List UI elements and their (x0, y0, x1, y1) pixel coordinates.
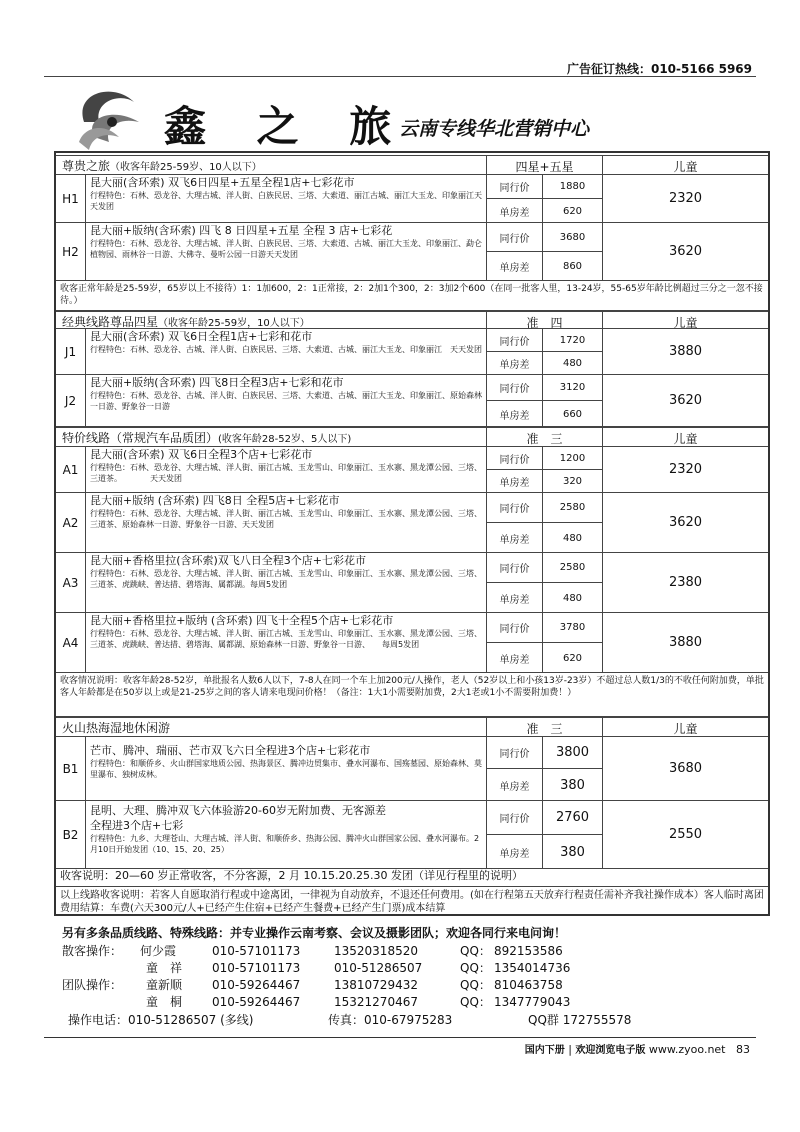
route-title: 昆大丽(含环索) 双飞6日全程1店+七彩和花市 (90, 330, 313, 343)
route-desc (90, 801, 484, 868)
qq-label: QQ： (460, 961, 491, 975)
route-row (56, 493, 768, 553)
peer-label: 同行价 (486, 447, 542, 470)
route-feature: 行程特色：石林、恐龙谷、大理古城、洋人街、白族民居、三塔、大索道、古城、丽江大玉龙、印象丽江、勐仑植物园、雨林谷一日游、大佛寺、曼听公园一日游天天发团 (90, 239, 482, 259)
price-class-header: 准 四 (486, 312, 602, 328)
contact-qq: 810463758 (494, 978, 563, 992)
route-feature: 行程特色：石林、恐龙谷、古城、洋人街、白族民居、三塔、大索道、古城、丽江大玉龙、印象丽江、原始森林一日游、野象谷一日游 (90, 391, 482, 411)
qq-group: QQ群 172755578 (528, 1013, 632, 1027)
peer-price: 3800 (542, 737, 602, 769)
peer-price: 2760 (542, 801, 602, 835)
qq-label: QQ： (460, 944, 491, 958)
route-desc (90, 175, 484, 222)
peer-price: 2580 (542, 553, 602, 583)
contact-name: 何少霞 (140, 944, 177, 958)
volcano-note: 收客说明：20—60 岁正常收客，不分客源，2 月 10.15.20.25.30 发团（详见行程里的说明） (60, 869, 523, 882)
route-desc (90, 493, 484, 552)
peer-price: 1880 (542, 175, 602, 199)
route-desc (90, 553, 484, 612)
single-price: 480 (542, 523, 602, 553)
route-code: H2 (56, 223, 86, 280)
child-price: 3620 (602, 223, 768, 280)
qq-label: QQ： (460, 978, 491, 992)
child-price: 3880 (602, 613, 768, 672)
route-title: 昆大丽+香格里拉(含环索)双飞八日全程3个店+七彩花市 (90, 554, 367, 567)
route-desc (90, 613, 484, 672)
single-label: 单房差 (486, 835, 542, 869)
child-price: 3620 (602, 375, 768, 426)
child-header: 儿童 (602, 312, 768, 328)
age-note: 收客正常年龄是25-59岁，65岁以上不接待）1：1加600，2：1正常接，2：2加1个300，2：3加2个600（在同一批客人里，13-24岁，55-65岁年龄比例超过三分之一忽不接待。） (60, 284, 763, 306)
footer-site[interactable]: www.zyoo.net (648, 1043, 726, 1056)
route-title: 昆大丽+香格里拉+版纳 (含环索) 四飞十全程5个店+七彩花市 (90, 614, 394, 627)
contact-name: 童 桐 (146, 995, 183, 1009)
footer-divider (44, 1037, 756, 1038)
route-title: 昆大丽(含环索) 双飞6日四星+五星全程1店+七彩花市 (90, 176, 355, 189)
route-title: 昆大丽(含环索) 双飞6日全程3个店+七彩花市 (90, 448, 313, 461)
contact-mobile: 13810729432 (334, 978, 418, 992)
header-logo (64, 82, 714, 154)
route-title-line2: 全程进3个店+七彩 (90, 819, 184, 832)
route-code: A1 (56, 447, 86, 492)
route-desc (90, 737, 484, 800)
section-header (56, 155, 768, 175)
section-title: 火山热海湿地休闲游 (62, 721, 171, 735)
child-price: 2550 (602, 801, 768, 868)
route-row (56, 175, 768, 223)
note-row (56, 281, 768, 311)
contact-name: 童 祥 (146, 961, 183, 975)
contact-qq: 892153586 (494, 944, 563, 958)
contact-tel: 010-57101173 (212, 944, 301, 958)
peer-label: 同行价 (486, 329, 542, 352)
route-code: B2 (56, 801, 86, 868)
single-price: 380 (542, 769, 602, 801)
peer-label: 同行价 (486, 801, 542, 835)
peer-label: 同行价 (486, 175, 542, 199)
route-title: 昆大丽+版纳(含环索) 四飞8日全程3店+七彩和花市 (90, 376, 344, 389)
route-row (56, 737, 768, 801)
route-feature: 行程特色：石林、恐龙谷、大理古城、洋人街、丽江古城、玉龙雪山、印象丽江、玉水寨、黑龙潭公园、三塔、三道茶。 天天发团 (90, 463, 482, 483)
route-title: 昆大丽+版纳(含环索) 四飞 8 日四星+五星 全程 3 店+七彩花 (90, 224, 393, 237)
route-feature: 行程特色：石林、恐龙谷、大理古城、洋人街、丽江古城、玉龙雪山、印象丽江、玉水寨、黑龙潭公园、三塔、三道茶、原始森林一日游、野象谷一日游、天天发团 (90, 509, 482, 529)
single-label: 单房差 (486, 769, 542, 801)
qq-label: QQ： (460, 995, 491, 1009)
note-row (56, 887, 768, 916)
peer-price: 3780 (542, 613, 602, 643)
fax: 传真：010-67975283 (328, 1013, 453, 1027)
single-label: 单房差 (486, 252, 542, 281)
route-title: 昆大丽+版纳 (含环索) 四飞8日 全程5店+七彩花市 (90, 494, 340, 507)
ad-hotline: 广告征订热线：010-5166 5969 (566, 62, 752, 76)
top-divider (44, 76, 756, 77)
route-code: H1 (56, 175, 86, 222)
single-label: 单房差 (486, 401, 542, 427)
scatter-label: 散客操作： (62, 944, 123, 958)
route-desc (90, 375, 484, 426)
route-desc (90, 329, 484, 374)
section-title: 经典线路尊品四星（收客年龄25-59岁，10人以下） (62, 315, 310, 329)
contact-tel: 010-57101173 (212, 961, 301, 975)
route-feature: 行程特色：石林、恐龙谷、大理古城、洋人街、丽江古城、玉龙雪山、印象丽江、玉水寨、黑龙潭公园、三塔、三道茶、虎跳峡、普达措、碧塔海、属都湖。每周5发团 (90, 569, 482, 589)
section-title: 特价线路（常规汽车品质团）(收客年龄28-52岁、5人以下) (62, 431, 352, 445)
route-row (56, 613, 768, 673)
child-price: 2380 (602, 553, 768, 612)
page-number: 83 (736, 1043, 750, 1056)
single-label: 单房差 (486, 199, 542, 223)
contact-qq: 1354014736 (494, 961, 571, 975)
price-class-header: 四星+五星 (486, 156, 602, 174)
single-price: 320 (542, 470, 602, 493)
peer-label: 同行价 (486, 375, 542, 401)
refund-note: 以上线路收客说明：若客人自愿取消行程或中途离团，一律视为自动放弃，不退还任何费用。(如在行程第五天放弃行程责任需补齐我社操作成本）客人临时离团费用结算：车费(六天300元/人+已经产生住宿+已经产生餐费+已经产生门票)成本结算 (60, 890, 764, 914)
peer-price: 2580 (542, 493, 602, 523)
single-price: 660 (542, 401, 602, 427)
section-title: 尊贵之旅（收客年龄25-59岁、10人以下） (62, 159, 262, 173)
single-price: 620 (542, 199, 602, 223)
single-label: 单房差 (486, 583, 542, 613)
contact-intro: 另有多条品质线路、特殊线路：并专业操作云南考察、会议及摄影团队；欢迎各同行来电问询！ (62, 926, 567, 940)
footer: 国内下册 | 欢迎浏览电子版 www.zyoo.net 83 (524, 1043, 750, 1056)
contact-mobile: 15321270467 (334, 995, 418, 1009)
peer-price: 3120 (542, 375, 602, 401)
child-header: 儿童 (602, 718, 768, 736)
section-header (56, 311, 768, 329)
peer-price: 1200 (542, 447, 602, 470)
child-header: 儿童 (602, 156, 768, 174)
brand-name: 鑫 之 旅 (164, 102, 410, 151)
child-price: 3620 (602, 493, 768, 552)
single-price: 860 (542, 252, 602, 281)
single-price: 380 (542, 835, 602, 869)
section-header (56, 717, 768, 737)
route-row (56, 223, 768, 281)
contact-qq: 1347779043 (494, 995, 571, 1009)
single-price: 620 (542, 643, 602, 673)
peer-price: 1720 (542, 329, 602, 352)
route-desc (90, 447, 484, 492)
route-code: J1 (56, 329, 86, 374)
booking-note: 收客情况说明：收客年龄28-52岁，单批报名人数6人以下，7-8人在同一个车上加200元/人操作，老人（52岁以上和小孩13岁-23岁）不超过总人数1/3的不收任何附加费，单批客人年龄都是在50岁以上或是21-25岁之间的客人请来电现问价格！（备注：1大1小需要附加费，2大1老或1小不需要附加费！） (60, 676, 764, 698)
route-row (56, 801, 768, 869)
single-label: 单房差 (486, 523, 542, 553)
route-feature: 行程特色：和顺侨乡、火山群国家地质公园、热海景区、腾冲边贸集市、叠水河瀑布、国殇墓园、原始森林、莫里瀑布、独树成林。 (90, 759, 482, 779)
route-title: 昆明、大理、腾冲双飞六体验游20-60岁无附加费、无客源差 (90, 804, 386, 817)
route-row (56, 447, 768, 493)
single-label: 单房差 (486, 352, 542, 375)
route-desc (90, 223, 484, 280)
peer-price: 3680 (542, 223, 602, 252)
child-price: 3680 (602, 737, 768, 800)
route-code: A3 (56, 553, 86, 612)
child-price: 2320 (602, 447, 768, 492)
peer-label: 同行价 (486, 553, 542, 583)
route-feature: 行程特色：石林、恐龙谷、大理古城、洋人街、白族民居、三塔、大索道、丽江古城、丽江大玉龙、印象丽江天天发团 (90, 191, 482, 211)
footer-ebook: 欢迎浏览电子版 (575, 1045, 646, 1056)
peer-label: 同行价 (486, 613, 542, 643)
contact-name: 童新顺 (146, 978, 183, 992)
single-label: 单房差 (486, 470, 542, 493)
route-feature: 行程特色：九乡、大理苍山、大理古城、洋人街、和顺侨乡、热海公园、腾冲火山群国家公园、叠水河瀑布。2月10日开始发团（10、15、20、25） (90, 834, 480, 854)
peer-label: 同行价 (486, 493, 542, 523)
peer-label: 同行价 (486, 223, 542, 252)
brand-subtitle: 云南专线华北营销中心 (399, 118, 590, 140)
note-row (56, 673, 768, 717)
footer-volume: 国内下册 (524, 1045, 565, 1056)
route-code: A2 (56, 493, 86, 552)
route-title: 芒市、腾冲、瑞丽、芒市双飞六日全程进3个店+七彩花市 (90, 744, 371, 757)
route-row (56, 553, 768, 613)
single-label: 单房差 (486, 643, 542, 673)
peer-label: 同行价 (486, 737, 542, 769)
route-feature: 行程特色：石林、恐龙谷、大理古城、洋人街、丽江古城、玉龙雪山、印象丽江、玉水寨、黑龙潭公园、三塔、三道茶、虎跳峡、普达措、碧塔海、属都湖、原始森林一日游、野象谷一日游、 每周5发团 (90, 629, 482, 649)
price-class-header: 准 三 (486, 428, 602, 446)
route-row (56, 375, 768, 427)
note-row (56, 869, 768, 887)
contact-mobile: 010-51286507 (334, 961, 423, 975)
route-code: A4 (56, 613, 86, 672)
single-price: 480 (542, 583, 602, 613)
route-feature: 行程特色：石林、恐龙谷、古城、洋人街、白族民居、三塔、大索道、古城、丽江大玉龙、印象丽江 天天发团 (90, 345, 482, 354)
group-label: 团队操作： (62, 978, 123, 992)
swirl-logo-icon (64, 82, 154, 154)
child-header: 儿童 (602, 428, 768, 446)
contact-tel: 010-59264467 (212, 995, 301, 1009)
route-row (56, 329, 768, 375)
section-header (56, 427, 768, 447)
route-code: J2 (56, 375, 86, 426)
price-class-header: 准 三 (486, 718, 602, 736)
single-price: 480 (542, 352, 602, 375)
child-price: 3880 (602, 329, 768, 374)
ops-phone: 操作电话：010-51286507 (多线) (68, 1013, 254, 1027)
route-table (54, 151, 770, 916)
child-price: 2320 (602, 175, 768, 222)
route-code: B1 (56, 737, 86, 800)
contact-mobile: 13520318520 (334, 944, 418, 958)
contact-tel: 010-59264467 (212, 978, 301, 992)
